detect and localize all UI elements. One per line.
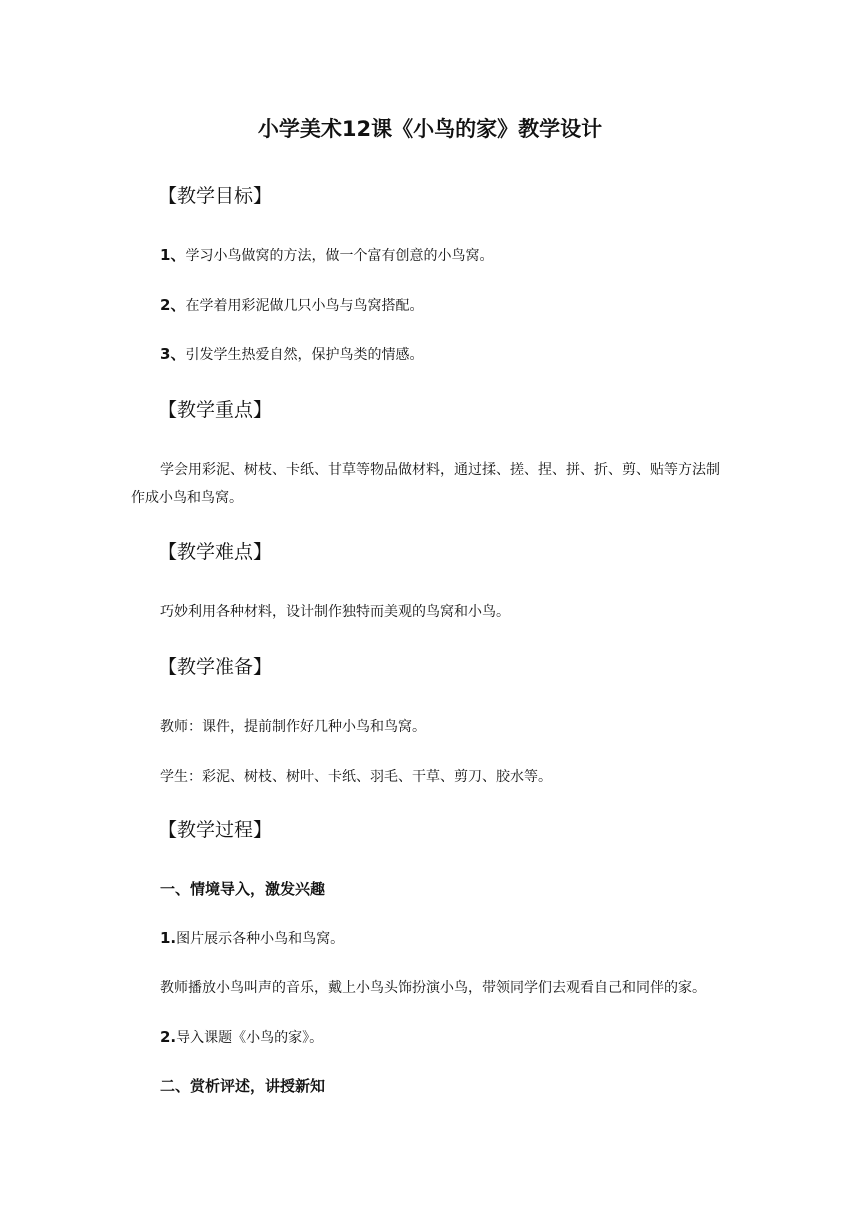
- step-number: 1.: [160, 929, 177, 947]
- process-part-2-title: 二、赏析评述，讲授新知: [160, 1077, 326, 1095]
- goal-item: [160, 343, 423, 364]
- goal-number: 2: [160, 296, 171, 314]
- preparation-student: 学生：彩泥、树枝、树叶、卡纸、羽毛、干草、剪刀、胶水等。: [160, 769, 552, 785]
- section-heading-difficulty: 【教学难点】: [158, 541, 273, 563]
- process-step-1: [160, 928, 344, 948]
- goal-item: [160, 244, 493, 265]
- step-text: 图片展示各种小鸟和鸟窝。: [176, 931, 345, 947]
- process-step-2: [160, 1027, 323, 1047]
- goal-text: 在学着用彩泥做几只小鸟与鸟窝搭配。: [185, 298, 424, 314]
- section-heading-preparation: 【教学准备】: [158, 656, 273, 678]
- goal-number: 1: [160, 246, 171, 264]
- goal-separator: 、: [170, 246, 186, 264]
- goal-text: 学习小鸟做窝的方法，做一个富有创意的小鸟窝。: [185, 248, 494, 264]
- key-points-line-2: 作成小鸟和鸟窝。: [131, 490, 243, 506]
- goal-separator: 、: [170, 296, 186, 314]
- difficulty-text: 巧妙利用各种材料，设计制作独特而美观的鸟窝和小鸟。: [160, 604, 510, 620]
- step-text: 导入课题《小鸟的家》。: [176, 1030, 324, 1046]
- section-heading-goals: 【教学目标】: [158, 185, 273, 207]
- key-points-line-1: 学会用彩泥、树枝、卡纸、甘草等物品做材料，通过揉、搓、捏、拼、折、剪、贴等方法制: [160, 462, 720, 478]
- goal-item: [160, 294, 423, 315]
- page-title: 小学美术12课《小鸟的家》教学设计: [257, 117, 603, 141]
- step-number: 2.: [160, 1028, 177, 1046]
- section-heading-key-points: 【教学重点】: [158, 399, 273, 421]
- preparation-teacher: 教师：课件，提前制作好几种小鸟和鸟窝。: [160, 719, 426, 735]
- process-part-1-title: 一、情境导入，激发兴趣: [160, 880, 326, 898]
- section-heading-process: 【教学过程】: [158, 819, 273, 841]
- goal-text: 引发学生热爱自然，保护鸟类的情感。: [185, 347, 424, 363]
- goal-separator: 、: [170, 345, 186, 363]
- process-step-1-detail: 教师播放小鸟叫声的音乐，戴上小鸟头饰扮演小鸟，带领同学们去观看自己和同伴的家。: [160, 980, 706, 996]
- goal-number: 3: [160, 345, 171, 363]
